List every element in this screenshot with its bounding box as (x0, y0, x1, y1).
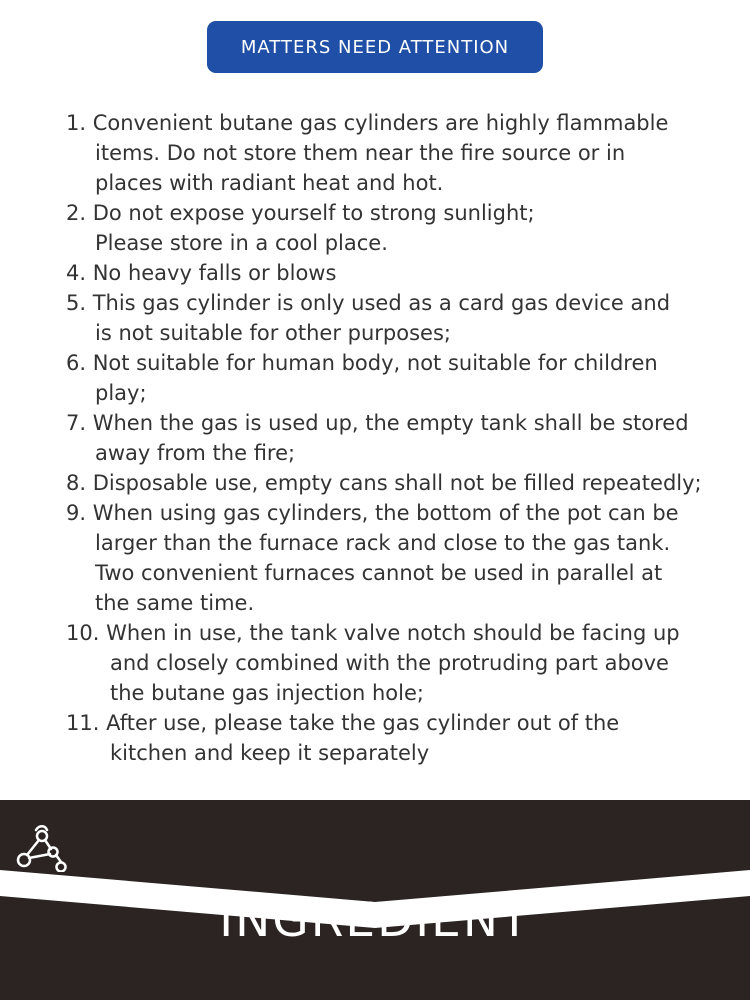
list-item (66, 348, 750, 408)
list-item (66, 258, 750, 288)
page-title-badge (207, 21, 543, 73)
list-item-line: larger than the furnace rack and close to the gas tank. (95, 531, 671, 555)
list-item (66, 498, 750, 618)
list-item-line: Two convenient furnaces cannot be used in parallel at (95, 561, 663, 585)
list-item-line: kitchen and keep it separately (110, 741, 430, 765)
list-item-line: 4. No heavy falls or blows (66, 261, 337, 285)
list-item (66, 708, 750, 768)
list-item-line: and closely combined with the protruding part above (110, 651, 669, 675)
list-item (66, 288, 750, 348)
list-item-line: 1. Convenient butane gas cylinders are highly flammable (66, 111, 669, 135)
section-title: INGREDIENT (219, 893, 531, 948)
list-item-line: places with radiant heat and hot. (95, 171, 444, 195)
list-item-line: 8. Disposable use, empty cans shall not be filled repeatedly; (66, 471, 702, 495)
list-item-line: 6. Not suitable for human body, not suitable for children (66, 351, 658, 375)
list-item-line: Please store in a cool place. (95, 231, 388, 255)
list-item-line: 2. Do not expose yourself to strong sunlight; (66, 201, 535, 225)
list-item (66, 198, 750, 258)
list-item-line: play; (95, 381, 147, 405)
list-item-line: 11. After use, please take the gas cylinder out of the (66, 711, 620, 735)
list-item (66, 468, 750, 498)
list-item-line: items. Do not store them near the fire source or in (95, 141, 626, 165)
page-title: MATTERS NEED ATTENTION (240, 36, 510, 58)
list-item (66, 408, 750, 468)
list-item (66, 618, 750, 708)
attention-list (66, 108, 750, 768)
list-item-line: the same time. (95, 591, 255, 615)
list-item-line: 5. This gas cylinder is only used as a card gas device and (66, 291, 671, 315)
list-item-line: 10. When in use, the tank valve notch should be facing up (66, 621, 680, 645)
list-item (66, 108, 750, 198)
list-item-line: 7. When the gas is used up, the empty tank shall be stored (66, 411, 689, 435)
list-item-line: is not suitable for other purposes; (95, 321, 451, 345)
list-item-line: the butane gas injection hole; (110, 681, 424, 705)
molecule-icon (14, 822, 68, 872)
list-item-line: 9. When using gas cylinders, the bottom of the pot can be (66, 501, 679, 525)
list-item-line: away from the fire; (95, 441, 296, 465)
